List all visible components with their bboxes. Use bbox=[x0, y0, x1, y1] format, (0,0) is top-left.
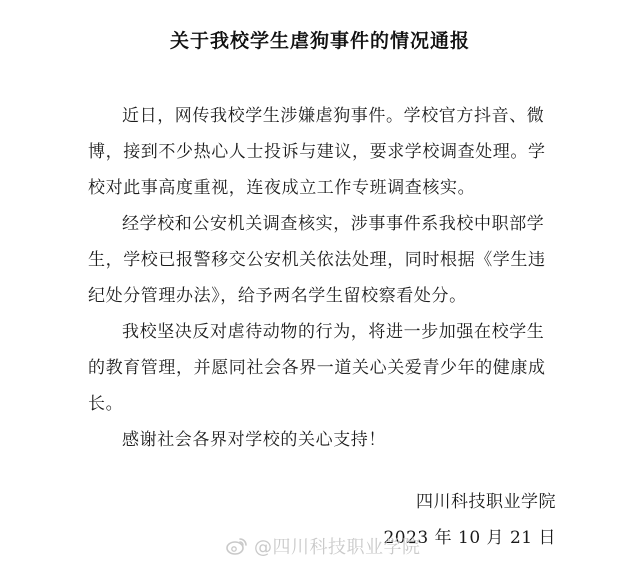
paragraph-thanks: 感谢社会各界对学校的关心支持！ bbox=[122, 430, 386, 450]
paragraph-investigation: 经学校和公安机关调查核实，涉事事件系我校中职部学生，学校已报警移交公安机关依法处理，同时根据《学生违纪处分管理办法》，给予两名学生留校察看处分。 bbox=[88, 214, 546, 306]
weibo-icon bbox=[226, 536, 248, 556]
paragraph-stance: 我校坚决反对虐待动物的行为，将进一步加强在校学生的教育管理，并愿同社会各界一道关心关爱青少年的健康成长。 bbox=[88, 322, 546, 414]
signature-date: 2023 年 10 月 21 日 bbox=[383, 528, 556, 548]
watermark-text: @四川科技职业学院 bbox=[254, 537, 421, 558]
weibo-watermark bbox=[226, 534, 421, 558]
paragraph-incident: 近日，网传我校学生涉嫌虐狗事件。学校官方抖音、微博，接到不少热心人士投诉与建议，要求学校调查处理。学校对此事高度重视，连夜成立工作专班调查核实。 bbox=[88, 106, 546, 198]
notice-title: 关于我校学生虐狗事件的情况通报 bbox=[169, 30, 470, 52]
notice-body bbox=[88, 98, 558, 458]
signature-org: 四川科技职业学院 bbox=[416, 492, 556, 512]
